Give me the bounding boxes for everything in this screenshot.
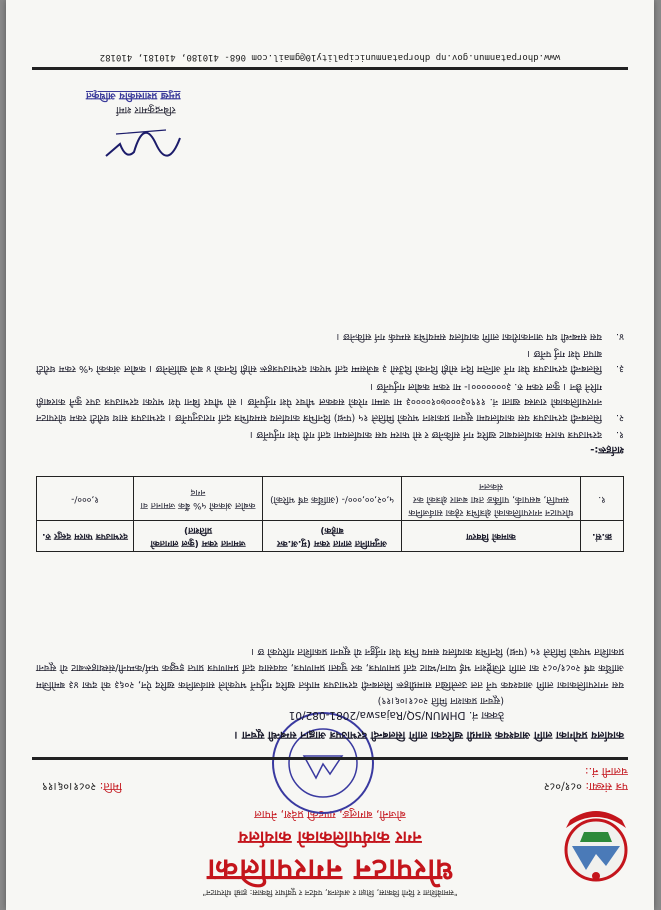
document-content [6, 0, 654, 910]
notice-body: यस नगरपालिकाका लागि आवश्यक पर्ने तल उल्लेखित सामग्रीहरू सिलबन्दी दरभाउपत्र मार्फत खरिद गर्नुपर्ने भएकोले सार्वजनिक खरिद ऐन, २०६३ को दफा ४३ बमोजिम आर्थिक वर्ष २०८१/०८२ का लागि रजिष्ट्रेशन भई प्यान/भ्याट दर्ता प्रमाणपत्र, कर चुक्ता प्रमाणपत्र, व्यवसाय दर्ता प्रमाणपत्र प्राप्त इच्छुक फर्म/कम्पनी/संस्थाहरूबाट यो सूचना प्रकाशित भएको मितिले १५ (पन्ध्र) दिनभित्र कार्यालय समय भित्र पेश गर्नुहुन यो सूचना प्रकाशित गरिएको छ । [36, 645, 624, 690]
contract-reference: ठेक्का नं. DHMUN/SQ/Rajaswa/2081-082/01 [288, 709, 504, 721]
footer-contact: www.dhorpatanmun.gov.np dhorpatanmunicipality10@gmail.com 068- 410180, 410181, 410182 [99, 52, 561, 62]
document-page [6, 0, 654, 910]
list-item [36, 328, 624, 343]
table-cell: १,०००/- [37, 477, 134, 521]
office-title: धोरपाटन नगरपालिका [206, 852, 454, 887]
list-item [36, 346, 624, 377]
table-header: क्र.सं. [581, 521, 624, 552]
handwritten-signature-icon [96, 118, 186, 178]
condition-text: सिलबन्दी दरभाउपत्र यस कार्यालयमा सूचना प्रकाशन भएको मितिले १५ (पन्ध्र) दिनभित्र कार्यालय समयभित्र दर्ता गराउनुपर्नेछ । दरभाउपत्र साथ धरौटी रकम धोरपाटन नगरपालिकाको राजस्व खाता नं. ११९०३०००७०१००००३ मा जम्मा गरेको सक्कल भौचर पेश गर्नुपर्नेछ । सो भौचर बिना पेश भएका दरभाउपत्र उपर कुनै कारबाही गरिने छैन । कुल रकम रु. ३०००००००।- मा रकम कबोल गर्नुपर्नेछ । [36, 380, 602, 423]
work-table [36, 476, 624, 552]
office-address: बोजनी, बागलुङ, गण्डकी प्रदेश, नेपाल [254, 808, 406, 821]
header-divider [32, 757, 628, 760]
list-item [36, 427, 624, 442]
condition-text: सिलबन्दी दरभाउपत्र पेश गर्ने अन्तिम दिन सोही दिनको दिउँसो ३ बजेसम्म दर्ता भएका दरभाउपत्रहरू सोही दिनको ४ बजे खोलिनेछ । कबोल अंकको ५% रकम धरौटी बापत पेश गर्नु पर्नेछ । [36, 347, 602, 375]
condition-number: २. [615, 411, 624, 423]
conditions-title: शर्तहरू:- [590, 444, 624, 455]
date-value: २०८१।०६।१९ [42, 780, 97, 793]
condition-number: ४. [615, 330, 624, 342]
condition-number: ३. [615, 363, 624, 375]
footer-divider [32, 67, 628, 70]
table-cell: १. [581, 477, 624, 521]
table-header: अनुमानित लागत रकम (मु.अ.कर बाहेक) [263, 521, 402, 552]
table-row [37, 477, 624, 521]
date-label: मिति: [99, 780, 122, 793]
table-header: दरभाउपत्र फारम दस्तुर रु. [37, 521, 134, 552]
condition-number: १. [615, 429, 624, 440]
letter-number [544, 764, 628, 794]
table-header: जमानत रकम (कुल लागतको प्रतिशत) [134, 521, 263, 552]
table-header: कामको विवरण [402, 521, 581, 552]
patra-label: पत्र संख्या: [585, 780, 628, 793]
condition-text: दरभाउपत्र फारम कार्यालयबाट खरिद गर्न सकिनेछ र सो फारम यस कार्यालयमा दर्ता गरी पेश गर्नुपर्नेछ । [249, 429, 602, 440]
list-item [36, 378, 624, 424]
patra-value: ०८१/०८२ [543, 780, 582, 793]
table-header-row [37, 521, 624, 552]
motto-line: "समावेशिता र दिगो विकास, शिक्षा र अर्थतन्त्र, पर्यटन र पूर्वाधार विकास: हाम्रो धोरपाटन" [202, 888, 458, 897]
notice-publish-date: (सूचना प्रकाशन मिति २०८१।०६।१९) [377, 695, 504, 706]
letter-date [42, 779, 122, 794]
table-cell: ५,०२,००,०००/- (आर्थिक वर्ष भरिको) [263, 477, 402, 521]
table-cell: धोरपाटन नगरपालिकाको क्षेत्रभित्र रहेका सार्वजनिक सम्पत्ति, बसपार्क, पार्किङ तथा बजार क्षेत्रको कर संकलन [402, 477, 581, 521]
conditions-list [36, 326, 624, 442]
condition-text: यस सम्बन्धी थप जानकारीका लागि कार्यालय समयभित्र सम्पर्क गर्न सकिनेछ । [336, 330, 602, 342]
signatory-title: प्रमुख प्रशासकीय अधिकृत [86, 90, 181, 101]
table-cell: कबोल अंकको ५% बैंक जमानत वा नगद [134, 477, 263, 521]
office-subtitle: नगर कार्यपालिकाको कार्यालय [238, 827, 422, 847]
notice-headline: कार्यालय प्रयोगका लागि आवश्यक सामग्री खरिदका लागि सिलबन्दी दरभाउपत्र आह्वान सम्बन्धी सूचना । [234, 729, 624, 741]
signatory-name: रबिन्द्रकुमार शर्मा [116, 104, 176, 115]
chalani-label: चलानी नं.: [584, 765, 628, 778]
